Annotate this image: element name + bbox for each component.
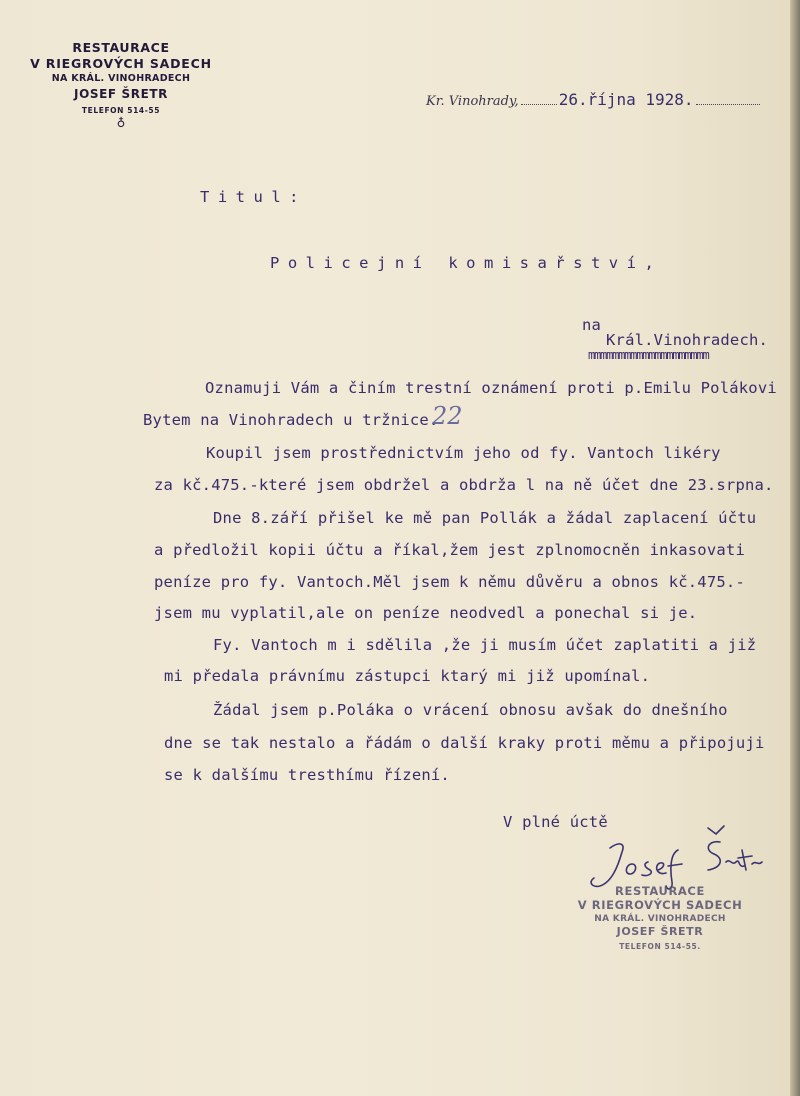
stamp-line-1: RESTAURACE bbox=[615, 884, 705, 898]
stamp-line-3: NA KRÁL. VINOHRADECH bbox=[594, 913, 726, 924]
body-line-10: mi předala právnímu zástupci ktarý mi již upomínal. bbox=[164, 667, 651, 685]
stamp-line-2: V RIEGROVÝCH SADECH bbox=[577, 897, 743, 912]
body-line-11: Žádal jsem p.Poláka o vrácení obnosu avšak do dnešního bbox=[213, 701, 728, 719]
dateline-dots-end bbox=[696, 104, 760, 105]
body-line-13: se k dalšímu tresthímu řízení. bbox=[164, 766, 450, 784]
stamp-telephone: TELEFON 514-55. bbox=[619, 941, 701, 951]
addressee-na: na bbox=[582, 316, 602, 334]
body-line-4: za kč.475.-které jsem obdržel a obdrža l na ně účet dne 23.srpna. bbox=[154, 476, 774, 494]
letterhead-line-2: V RIEGROVÝCH SADECH bbox=[30, 55, 212, 71]
salutation: Titul: bbox=[200, 188, 307, 206]
addressee-office: Policejní komisařství, bbox=[270, 254, 663, 272]
body-line-3: Koupil jsem prostřednictvím jeho od fy. Vantoch likéry bbox=[206, 444, 721, 462]
body-line-9: Fy. Vantoch m i sdělila ,že ji musím účet zaplatiti a již bbox=[213, 636, 757, 654]
dateline-date: 26.října 1928. bbox=[558, 90, 694, 109]
body-line-12: dne se tak nestalo a řádám o další kraky proti měmu a připojuji bbox=[164, 734, 765, 752]
stamp bbox=[560, 885, 760, 951]
letterhead-line-1: RESTAURACE bbox=[72, 40, 170, 55]
body-line-8: jsem mu vyplatil,ale on peníze neodvedl a ponechal si je. bbox=[154, 604, 698, 622]
letterhead bbox=[14, 40, 228, 131]
stamp-line-4: JOSEF ŠRETR bbox=[616, 925, 704, 939]
letterhead-mark-icon: ♁ bbox=[116, 115, 126, 130]
dateline bbox=[426, 90, 762, 110]
letterhead-line-4: JOSEF ŠRETR bbox=[74, 87, 168, 102]
closing: V plné úctě bbox=[503, 813, 608, 831]
body-line-1: Oznamuji Vám a činím trestní oznámení proti p.Emilu Polákovi bbox=[205, 379, 777, 397]
body-line-6: a předložil kopii účtu a říkal,žem jest zplnomocněn inkasovati bbox=[154, 541, 745, 559]
letterhead-line-3: NA KRÁL. VINOHRADECH bbox=[51, 73, 191, 85]
letterhead-telephone: TELEFON 514-55 bbox=[81, 106, 161, 116]
body-line-2: Bytem na Vinohradech u tržnice. bbox=[143, 411, 439, 429]
body-line-5: Dne 8.září přišel ke mě pan Pollák a žádal zaplacení účtu bbox=[213, 509, 757, 527]
addressee-location: Král.Vinohradech. bbox=[606, 331, 769, 349]
handwritten-number: 22 bbox=[432, 402, 463, 430]
dateline-place: Kr. Vinohrady, bbox=[426, 94, 519, 109]
dateline-dots bbox=[521, 104, 557, 105]
paper-edge bbox=[790, 0, 800, 1096]
addressee-underline: mmmmmmmmmmmmmmmmmmmm bbox=[588, 348, 709, 362]
body-line-7: peníze pro fy. Vantoch.Měl jsem k němu důvěru a obnos kč.475.- bbox=[154, 573, 745, 591]
